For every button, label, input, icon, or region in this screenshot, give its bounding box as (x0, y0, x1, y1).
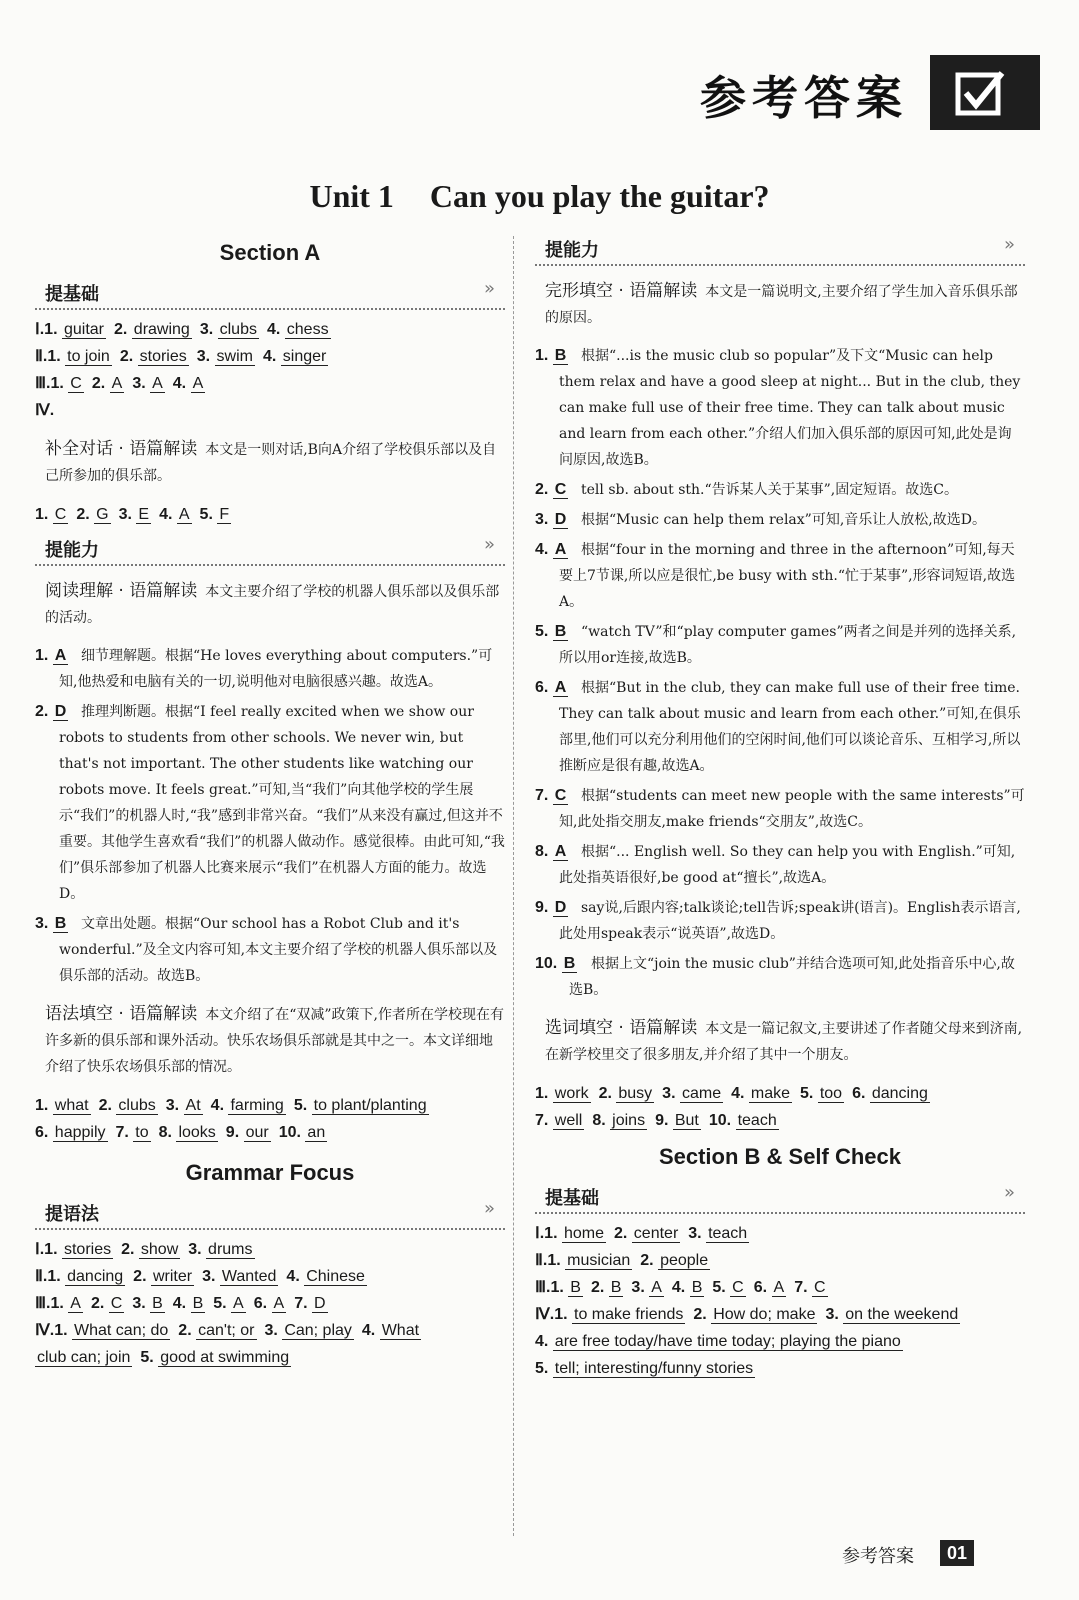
dialog-answers (35, 501, 505, 528)
answer-value: stories (63, 1241, 112, 1258)
answer-number: 2. (90, 1295, 105, 1312)
answer-value: clubs (219, 321, 257, 338)
answer-number: 10. (708, 1112, 732, 1129)
item-answer: B (554, 623, 567, 640)
answer-row (35, 316, 505, 343)
answer-value: C (70, 375, 82, 392)
answer-number: Ⅱ.1. (535, 1252, 561, 1269)
answer-value: A (192, 375, 204, 392)
answer-number: 7. (294, 1295, 308, 1312)
item-explanation: “watch TV”和“play computer games”两者之间是并列的选择关系,所以用or连接,故选B。 (559, 624, 1017, 666)
answer-number: 1. (535, 1085, 549, 1102)
answer-row (35, 1092, 505, 1119)
grammar-answers (35, 1092, 505, 1146)
answer-value: B (610, 1279, 622, 1296)
item-number (535, 783, 568, 809)
answer-number: 7. (535, 1112, 549, 1129)
explanation-item (535, 895, 1025, 947)
answer-number: 6. (253, 1295, 268, 1312)
answer-number: 5. (712, 1279, 726, 1296)
dialog-text: 本文是一则对话,B向A介绍了学校俱乐部以及自己所参加的俱乐部。 (45, 442, 497, 484)
right-ability-heading-label: 提能力 (545, 240, 599, 261)
answer-value: show (140, 1241, 179, 1258)
answer-value: home (563, 1225, 604, 1242)
choose-answers (535, 1080, 1025, 1134)
item-number (35, 643, 68, 669)
answer-row (35, 1119, 505, 1146)
answer-value: But (674, 1112, 699, 1129)
explanation-item (535, 675, 1025, 779)
answer-number: 3. (165, 1097, 180, 1114)
answer-number: Ⅰ.1. (535, 1225, 558, 1242)
answer-number: 5. (800, 1085, 814, 1102)
answer-number: 3. (825, 1306, 839, 1323)
answer-value: D (313, 1295, 326, 1312)
answer-value: dancing (67, 1268, 124, 1285)
answer-value: stories (139, 348, 187, 365)
item-answer: A (54, 647, 67, 664)
answer-number: Ⅲ.1. (535, 1279, 564, 1296)
method-heading-label: 提语法 (45, 1204, 99, 1225)
item-answer: D (554, 899, 567, 916)
item-explanation: 文章出处题。根据“Our school has a Robot Club and it's wonderful.”及全文内容可知,本文主要介绍了学校的机器人俱乐部以及俱乐部的活动。故选B。 (59, 916, 498, 984)
answer-value: A (178, 506, 190, 523)
answer-row (535, 1080, 1025, 1107)
answer-number: 4. (210, 1097, 225, 1114)
answer-number: Ⅰ.1. (35, 321, 58, 338)
answer-row (535, 1107, 1025, 1134)
answer-value: swim (216, 348, 253, 365)
answer-value: C (110, 1295, 123, 1312)
method-answers (35, 1236, 505, 1371)
item-number (535, 507, 568, 533)
answer-row (535, 1274, 1025, 1301)
answer-number: Ⅱ.1. (35, 348, 61, 365)
unit-label: Unit 1 (309, 178, 394, 214)
grammar-kind: 语法填空 · 语篇解读 (45, 1004, 198, 1024)
right-ability-heading (535, 232, 1025, 266)
answer-number: 4. (172, 375, 187, 392)
answer-number: 2. (91, 375, 106, 392)
answer-number: 5. (213, 1295, 227, 1312)
right-basic-answers (535, 1220, 1025, 1382)
answer-value: A (233, 1295, 244, 1312)
item-index: 1. (535, 347, 549, 364)
answer-row (35, 343, 505, 370)
header-badge (930, 55, 1040, 130)
answer-value: G (96, 506, 109, 523)
item-number (535, 675, 568, 701)
answer-number: 4. (172, 1295, 187, 1312)
explanation-item (535, 783, 1025, 835)
cloze-summary (545, 278, 1025, 331)
answer-value: teach (708, 1225, 748, 1242)
left-column (35, 232, 505, 1371)
answer-number: 4. (535, 1333, 549, 1350)
answer-number: 2. (119, 348, 134, 365)
item-answer: B (554, 347, 567, 364)
answer-number: 5. (140, 1349, 154, 1366)
explanation-item (35, 643, 505, 695)
answer-value: C (732, 1279, 744, 1296)
explanation-item (535, 477, 1025, 503)
item-number (35, 911, 68, 937)
answer-value: drums (208, 1241, 253, 1258)
reading-text: 本文主要介绍了学校的机器人俱乐部以及俱乐部的活动。 (45, 584, 500, 626)
item-number (535, 839, 568, 865)
answer-value: club can; join (37, 1349, 131, 1366)
answer-value: to plant/planting (313, 1097, 427, 1114)
answer-value: A (651, 1279, 662, 1296)
reading-kind: 阅读理解 · 语篇解读 (45, 581, 198, 601)
item-index: 3. (35, 915, 49, 932)
item-explanation: tell sb. about sth.“告诉某人关于某事”,固定短语。故选C。 (581, 482, 958, 498)
basic-answers (35, 316, 505, 397)
answer-value: center (633, 1225, 679, 1242)
answer-value: B (192, 1295, 204, 1312)
answer-number: Ⅳ.1. (535, 1306, 568, 1323)
answer-number: Ⅰ.1. (35, 1241, 58, 1258)
item-index: 4. (535, 541, 549, 558)
item-explanation: 根据“...is the music club so popular”及下文“Music can help them relax and have a good sleep at night... But in the club, they can make full use of their free time. They can talk about music and learn from each other.”介绍人们加入俱乐部的原因可知,此处是询问原因,故选B。 (559, 348, 1021, 468)
answer-number: 3. (196, 348, 211, 365)
item-index: 8. (535, 843, 549, 860)
answer-value: Can; play (284, 1322, 352, 1339)
chevron-right-icon: » (1003, 234, 1015, 255)
answer-value: tell; interesting/funny stories (554, 1360, 754, 1377)
section-a-heading: Section A (219, 240, 321, 265)
explanation-item (535, 951, 1025, 1003)
reading-items (35, 643, 505, 989)
item-index: 5. (535, 623, 549, 640)
item-index: 3. (535, 511, 549, 528)
answer-value: A (111, 375, 123, 392)
answer-value: chess (286, 321, 329, 338)
answer-value: A (773, 1279, 785, 1296)
item-explanation: 根据“... English well. So they can help you with English.”可知,此处指英语很好,be good at“擅长”,故选A。 (559, 844, 1016, 886)
answer-row (535, 1247, 1025, 1274)
answer-number: 2. (76, 506, 90, 523)
answer-number: 3. (688, 1225, 702, 1242)
item-explanation: 推理判断题。根据“I feel really excited when we show our robots to students from other schools. We never win, but that's not important. The other students like watching our robots move. It feels great.”可知,当“我们”向其他学校的学生展示“我们”的机器人时,“我”感到非常兴奋。“我们”从来没有赢过,但这并不重要。其他学生喜欢看“我们”的机器人做动作。感觉很棒。由此可知,“我们”俱乐部参加了机器人比赛来展示“我们”在机器人方面的能力。故选D。 (59, 704, 505, 902)
cloze-text: 本文是一篇说明文,主要介绍了学生加入音乐俱乐部的原因。 (545, 284, 1018, 326)
answer-value: C (813, 1279, 826, 1296)
answer-value: work (554, 1085, 589, 1102)
explanation-item (535, 343, 1025, 473)
answer-value: What (381, 1322, 420, 1339)
dialog-kind: 补全对话 · 语篇解读 (45, 439, 198, 459)
basic-heading (35, 276, 505, 310)
answer-row (35, 1317, 505, 1344)
answer-number: 4. (266, 321, 281, 338)
ability-heading-label: 提能力 (45, 540, 99, 561)
answer-number: 4. (731, 1085, 745, 1102)
answer-row (35, 501, 505, 528)
answer-value: A (152, 375, 163, 392)
answer-value: busy (618, 1085, 653, 1102)
chevron-right-icon: » (483, 1198, 495, 1219)
answer-value: F (219, 506, 230, 523)
answer-number: 3. (631, 1279, 645, 1296)
item-number (535, 343, 568, 369)
answer-row (535, 1220, 1025, 1247)
answer-number: 7. (794, 1279, 808, 1296)
page-number: 01 (940, 1540, 974, 1566)
answer-number: 9. (655, 1112, 669, 1129)
item-number (535, 619, 568, 645)
answer-row (35, 1290, 505, 1317)
item-number (535, 895, 568, 921)
answer-number: 7. (115, 1124, 129, 1141)
cloze-kind: 完形填空 · 语篇解读 (545, 281, 698, 301)
answer-number: 3. (662, 1085, 676, 1102)
item-explanation: 细节理解题。根据“He loves everything about computers.”可知,他热爱和电脑有关的一切,说明他对电脑很感兴趣。故选A。 (59, 648, 493, 690)
answer-value: What can; do (74, 1322, 169, 1339)
chevron-right-icon: » (483, 278, 495, 299)
answer-number: 4. (159, 506, 173, 523)
dialog-summary (45, 436, 505, 489)
item-answer: A (554, 541, 567, 558)
answer-number: 2. (98, 1097, 112, 1114)
item-answer: A (554, 679, 567, 696)
answer-value: can't; or (198, 1322, 255, 1339)
cloze-items (535, 343, 1025, 1003)
answer-number: 5. (535, 1360, 549, 1377)
answer-value: musician (567, 1252, 631, 1269)
item-answer: A (554, 843, 567, 860)
choose-text: 本文是一篇记叙文,主要讲述了作者随父母来到济南,在新学校里交了很多朋友,并介绍了其中一个朋友。 (545, 1021, 1023, 1063)
item-number (535, 477, 568, 503)
answer-row (35, 1344, 505, 1371)
unit-question: Can you play the guitar? (429, 178, 770, 214)
answer-value: are free today/have time today; playing the piano (554, 1333, 901, 1350)
item-index: 2. (35, 703, 49, 720)
answer-number: 5. (293, 1097, 308, 1114)
answer-number: 4. (286, 1268, 300, 1285)
explanation-item (35, 911, 505, 989)
choose-kind: 选词填空 · 语篇解读 (545, 1018, 698, 1038)
item-index: 7. (535, 787, 549, 804)
item-answer: D (554, 511, 567, 528)
header-title: 参考答案 (700, 71, 908, 125)
answer-value: A (70, 1295, 81, 1312)
answer-number: Ⅲ.1. (35, 1295, 64, 1312)
item-index: 2. (535, 481, 549, 498)
answer-number: 2. (133, 1268, 147, 1285)
answer-value: good at swimming (160, 1349, 290, 1366)
item-answer: B (54, 915, 67, 932)
answer-value: to (135, 1124, 149, 1141)
answer-number: 3. (188, 1241, 202, 1258)
answer-value: our (245, 1124, 269, 1141)
item-index: 9. (535, 899, 549, 916)
chevron-right-icon: » (483, 534, 495, 555)
answer-value: what (54, 1097, 89, 1114)
answer-value: farming (230, 1097, 284, 1114)
explanation-item (535, 507, 1025, 533)
answer-value: guitar (63, 321, 104, 338)
item-number (535, 951, 577, 977)
item-number (35, 699, 68, 725)
checkbox-icon (952, 67, 1008, 119)
answer-number: 3. (118, 506, 132, 523)
chevron-right-icon: » (1003, 1182, 1015, 1203)
answer-value: Chinese (306, 1268, 365, 1285)
answer-value: B (570, 1279, 581, 1296)
basic-heading-label: 提基础 (45, 284, 99, 305)
answer-value: people (660, 1252, 709, 1269)
answer-number: 3. (132, 1295, 146, 1312)
answer-value: C (54, 506, 67, 523)
answer-number: 1. (35, 506, 49, 523)
answer-number: 2. (590, 1279, 605, 1296)
answer-value: looks (178, 1124, 216, 1141)
item-answer: C (554, 481, 567, 498)
answer-value: well (554, 1112, 583, 1129)
answer-number: Ⅳ.1. (35, 1322, 68, 1339)
answer-value: too (819, 1085, 843, 1102)
item-explanation: 根据“four in the morning and three in the afternoon”可知,每天要上7节课,所以应是很忙,be busy with sth.“忙于某事”,形容词短语,故选A。 (559, 542, 1016, 610)
answer-value: drawing (133, 321, 190, 338)
answer-number: Ⅲ.1. (35, 375, 64, 392)
item-answer: B (563, 955, 576, 972)
answer-value: joins (612, 1112, 646, 1129)
answer-row (535, 1301, 1025, 1328)
answer-number: Ⅱ.1. (35, 1268, 61, 1285)
answer-value: teach (737, 1112, 777, 1129)
answer-value: E (138, 506, 150, 523)
answer-value: to make friends (574, 1306, 684, 1323)
right-basic-heading (535, 1180, 1025, 1214)
reading-summary (45, 578, 505, 631)
answer-value: B (691, 1279, 703, 1296)
grammar-text: 本文介绍了在“双减”政策下,作者所在学校现在有许多新的俱乐部和课外活动。快乐农场俱乐部就是其中之一。本文详细地介绍了快乐农场俱乐部的情况。 (45, 1007, 504, 1075)
answer-number: 2. (114, 321, 128, 338)
item-explanation: 根据“students can meet new people with the same interests”可知,此处指交朋友,make friends“交朋友”,故选C。 (559, 788, 1025, 830)
answer-value: to join (67, 348, 110, 365)
answer-number: 8. (592, 1112, 606, 1129)
answer-value: How do; make (713, 1306, 816, 1323)
answer-number: 2. (598, 1085, 612, 1102)
answer-row (35, 1236, 505, 1263)
answer-value: Wanted (221, 1268, 277, 1285)
answer-number: 6. (35, 1124, 49, 1141)
answer-number: 6. (852, 1085, 866, 1102)
item-number (535, 537, 568, 563)
answer-number: 3. (202, 1268, 216, 1285)
item-index: 6. (535, 679, 549, 696)
item-explanation: say说,后跟内容;talk谈论;tell告诉;speak讲(语言)。English表示语言,此处用speak表示“说英语”,故选D。 (559, 900, 1021, 942)
item-answer: C (554, 787, 567, 804)
answer-number: 4. (262, 348, 277, 365)
answer-number: 3. (132, 375, 146, 392)
answer-number: 1. (35, 1097, 49, 1114)
column-divider (513, 236, 514, 1536)
answer-value: an (307, 1124, 326, 1141)
grammar-summary (45, 1001, 505, 1080)
choose-summary (545, 1015, 1025, 1068)
item-explanation: 根据“But in the club, they can make full use of their free time. They can talk about music and learn from each other.”可知,在俱乐部里,他们可以充分利用他们的空闲时间,他们可以谈论音乐、互相学习,所以推断应是很有趣,故选A。 (559, 680, 1021, 774)
item-explanation: 根据“Music can help them relax”可知,音乐让人放松,故选D。 (581, 512, 986, 528)
answer-number: 5. (199, 506, 213, 523)
right-basic-heading-label: 提基础 (545, 1188, 599, 1209)
answer-number: 3. (264, 1322, 278, 1339)
answer-value: happily (54, 1124, 106, 1141)
answer-value: dancing (871, 1085, 928, 1102)
section-b-heading: Section B & Self Check (658, 1144, 902, 1169)
answer-row (535, 1328, 1025, 1355)
answer-value: writer (152, 1268, 193, 1285)
item-answer: D (54, 703, 67, 720)
grammar-focus-heading: Grammar Focus (185, 1160, 355, 1185)
answer-number: 4. (361, 1322, 376, 1339)
answer-value: A (273, 1295, 285, 1312)
answer-number: 8. (158, 1124, 172, 1141)
answer-number: 3. (199, 321, 214, 338)
right-column (535, 232, 1025, 1382)
answer-value: B (152, 1295, 163, 1312)
answer-value: At (185, 1097, 201, 1114)
answer-value: on the weekend (845, 1306, 959, 1323)
answer-row (35, 1263, 505, 1290)
explanation-item (535, 839, 1025, 891)
answer-number: 2. (121, 1241, 135, 1258)
ability-heading (35, 532, 505, 566)
answer-value: clubs (118, 1097, 156, 1114)
answer-number: 9. (225, 1124, 240, 1141)
explanation-item (535, 537, 1025, 615)
method-heading (35, 1196, 505, 1230)
answer-number: 4. (671, 1279, 686, 1296)
answer-number: 10. (278, 1124, 301, 1141)
item-index: 10. (535, 955, 558, 972)
part-iv-label: Ⅳ. (35, 402, 55, 419)
item-explanation: 根据上文“join the music club”并结合选项可知,此处指音乐中心,故选B。 (569, 956, 1015, 998)
answer-value: came (681, 1085, 722, 1102)
answer-value: singer (282, 348, 327, 365)
explanation-item (35, 699, 505, 907)
answer-number: 2. (693, 1306, 707, 1323)
footer-label: 参考答案 (842, 1546, 914, 1567)
answer-value: make (750, 1085, 791, 1102)
explanation-item (535, 619, 1025, 671)
answer-row (35, 370, 505, 397)
answer-number: 2. (178, 1322, 192, 1339)
answer-number: 6. (753, 1279, 768, 1296)
answer-row (535, 1355, 1025, 1382)
answer-number: 2. (640, 1252, 654, 1269)
answer-number: 2. (614, 1225, 628, 1242)
item-index: 1. (35, 647, 49, 664)
unit-title (0, 178, 1079, 215)
